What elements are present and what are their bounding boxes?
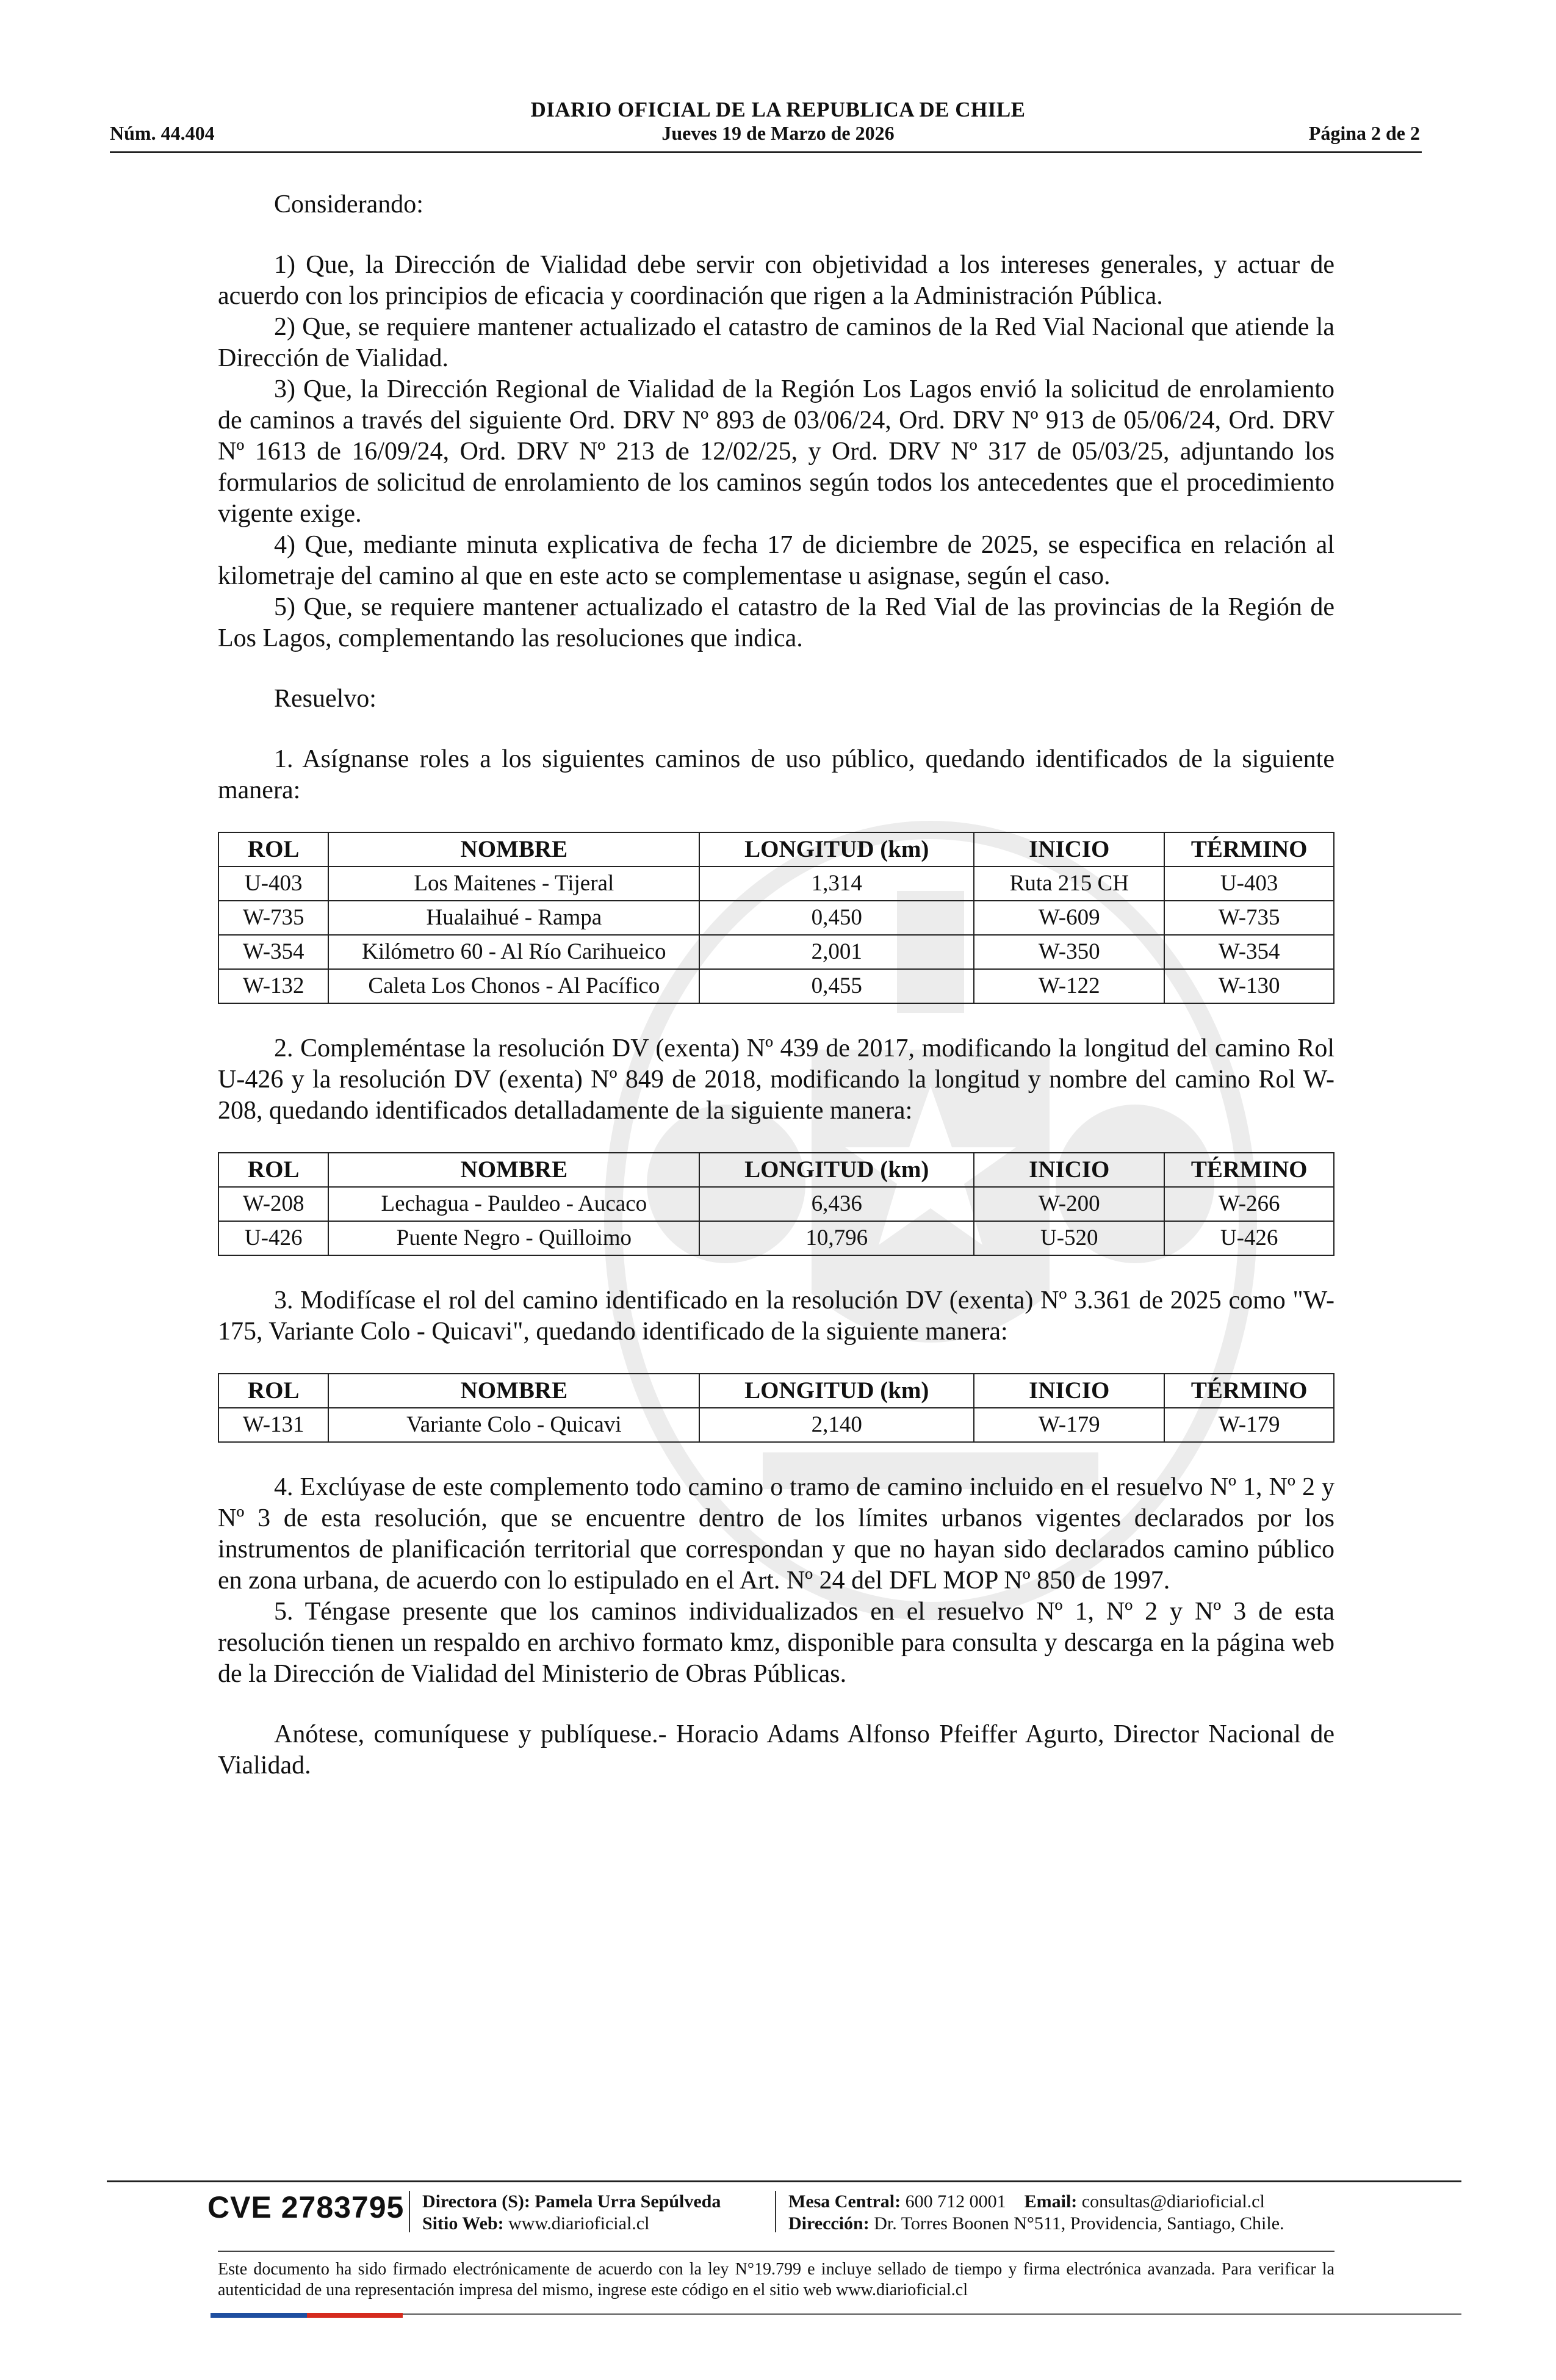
cell-longitud: 0,450: [699, 901, 974, 935]
cell-nombre: Lechagua - Pauldeo - Aucaco: [328, 1187, 699, 1221]
table-row: [218, 969, 1334, 1003]
sitio-label: Sitio Web:: [422, 2213, 504, 2234]
document-body: [218, 189, 1334, 1781]
considerando-heading: Considerando:: [274, 190, 423, 218]
cell-nombre: Puente Negro - Quilloimo: [328, 1221, 699, 1255]
flag-stripe-blue: [211, 2313, 307, 2318]
considerando-item-4: 4) Que, mediante minuta explicativa de fecha 17 de diciembre de 2025, se especifica en relación al kilometraje del camino al que en este acto se complementase u asignase, según el caso.: [218, 531, 1334, 590]
cell-rol: W-131: [218, 1408, 328, 1442]
col-longitud: LONGITUD (km): [699, 1374, 974, 1408]
roles-table-1: [218, 832, 1334, 1004]
footer-divider-top: [107, 2180, 1461, 2182]
cell-termino: W-266: [1164, 1187, 1334, 1221]
cell-rol: W-354: [218, 935, 328, 969]
table-header-row: [218, 1153, 1334, 1187]
table-row: [218, 1187, 1334, 1221]
cell-rol: W-208: [218, 1187, 328, 1221]
considerando-item-3: 3) Que, la Dirección Regional de Vialidad de la Región Los Lagos envió la solicitud de enrolamiento de caminos a través del siguiente Ord. DRV Nº 893 de 03/06/24, Ord. DRV Nº 913 de 05/06/24, Ord. DRV Nº 1613 de 16/09/24, Ord. DRV Nº 213 de 12/02/25, y Ord. DRV Nº 317 de 05/03/25, adjuntando los formularios de solicitud de enrolamiento de los caminos según todos los antecedentes que el procedimiento vigente exige.: [218, 375, 1334, 528]
table-row: [218, 1408, 1334, 1442]
cve-code: CVE 2783795: [207, 2190, 405, 2224]
cell-termino: W-130: [1164, 969, 1334, 1003]
considerando-item-1: 1) Que, la Dirección de Vialidad debe servir con objetividad a los intereses generales, y actuar de acuerdo con los principios de eficacia y coordinación que rigen a la Administración Pública.: [218, 251, 1334, 310]
resuelvo-item-4: 4. Exclúyase de este complemento todo camino o tramo de camino incluido en el resuelvo Nº 1, Nº 2 y Nº 3 de esta resolución, que se encuentre dentro de los límites urbanos vigentes declarados por los instrumentos de planificación territorial que correspondan y que no hayan sido declarados camino público en zona urbana, de acuerdo con lo estipulado en el Art. Nº 24 del DFL MOP Nº 850 de 1997.: [218, 1473, 1334, 1595]
cell-rol: U-426: [218, 1221, 328, 1255]
cell-rol: U-403: [218, 867, 328, 901]
cell-termino: U-426: [1164, 1221, 1334, 1255]
website-link[interactable]: www.diarioficial.cl: [508, 2213, 650, 2234]
cell-nombre: Caleta Los Chonos - Al Pacífico: [328, 969, 699, 1003]
cell-inicio: U-520: [974, 1221, 1164, 1255]
cell-longitud: 2,140: [699, 1408, 974, 1442]
table-row: [218, 935, 1334, 969]
issue-date: Jueves 19 de Marzo de 2026: [661, 122, 895, 144]
page-indicator: Página 2 de 2: [1308, 122, 1420, 144]
col-rol: ROL: [218, 1153, 328, 1187]
phone-number: 600 712 0001: [905, 2191, 1006, 2212]
mesa-label: Mesa Central:: [788, 2191, 901, 2212]
roles-table-2: [218, 1152, 1334, 1256]
col-nombre: NOMBRE: [328, 1374, 699, 1408]
col-inicio: INICIO: [974, 1153, 1164, 1187]
col-longitud: LONGITUD (km): [699, 1153, 974, 1187]
footer-divider-bottom: [403, 2313, 1461, 2315]
header-divider: [110, 151, 1422, 153]
directora-name: Pamela Urra Sepúlveda: [535, 2191, 721, 2212]
col-longitud: LONGITUD (km): [699, 832, 974, 867]
cell-inicio: W-200: [974, 1187, 1164, 1221]
table-row: [218, 1221, 1334, 1255]
col-termino: TÉRMINO: [1164, 1374, 1334, 1408]
issue-number: Núm. 44.404: [110, 122, 215, 144]
table-row: [218, 901, 1334, 935]
col-rol: ROL: [218, 832, 328, 867]
footer-separator: [775, 2191, 776, 2232]
cell-termino: W-735: [1164, 901, 1334, 935]
cell-inicio: W-122: [974, 969, 1164, 1003]
email-link[interactable]: consultas@diarioficial.cl: [1081, 2191, 1265, 2212]
footer-separator: [409, 2191, 410, 2232]
cell-longitud: 1,314: [699, 867, 974, 901]
address: Dr. Torres Boonen N°511, Providencia, Santiago, Chile.: [874, 2213, 1284, 2234]
directora-label: Directora (S):: [422, 2191, 530, 2212]
cell-inicio: W-350: [974, 935, 1164, 969]
footer-directora-block: [422, 2191, 721, 2235]
footer-divider-mid: [218, 2251, 1334, 2252]
resuelvo-item-3: 3. Modifícase el rol del camino identificado en la resolución DV (exenta) Nº 3.361 de 2025 como "W-175, Variante Colo - Quicavi", quedando identificado de la siguiente manera:: [218, 1286, 1334, 1346]
direccion-label: Dirección:: [788, 2213, 870, 2234]
cell-rol: W-132: [218, 969, 328, 1003]
cell-inicio: W-179: [974, 1408, 1164, 1442]
email-label: Email:: [1024, 2191, 1078, 2212]
considerando-item-2: 2) Que, se requiere mantener actualizado el catastro de caminos de la Red Vial Nacional que atiende la Dirección de Vialidad.: [218, 313, 1334, 372]
col-nombre: NOMBRE: [328, 832, 699, 867]
resuelvo-item-1: 1. Asígnanse roles a los siguientes caminos de uso público, quedando identificados de la siguiente manera:: [218, 745, 1334, 804]
flag-stripe-red: [307, 2313, 403, 2318]
cell-longitud: 6,436: [699, 1187, 974, 1221]
col-termino: TÉRMINO: [1164, 832, 1334, 867]
roles-table-3: [218, 1373, 1334, 1443]
cell-rol: W-735: [218, 901, 328, 935]
table-header-row: [218, 832, 1334, 867]
col-termino: TÉRMINO: [1164, 1153, 1334, 1187]
cell-termino: U-403: [1164, 867, 1334, 901]
cell-termino: W-179: [1164, 1408, 1334, 1442]
cell-longitud: 2,001: [699, 935, 974, 969]
electronic-signature-note: Este documento ha sido firmado electrónicamente de acuerdo con la ley N°19.799 e incluye sellado de tiempo y firma electrónica avanzada. Para verificar la autenticidad de una representación impresa del mismo, ingrese este código en el sitio web www.diarioficial.cl: [218, 2260, 1334, 2299]
cell-longitud: 0,455: [699, 969, 974, 1003]
footer-contact-block: [788, 2191, 1284, 2235]
cell-nombre: Variante Colo - Quicavi: [328, 1408, 699, 1442]
col-nombre: NOMBRE: [328, 1153, 699, 1187]
closing-signature: Anótese, comuníquese y publíquese.- Horacio Adams Alfonso Pfeiffer Agurto, Director Nacional de Vialidad.: [218, 1720, 1334, 1780]
cell-nombre: Hualaihué - Rampa: [328, 901, 699, 935]
newspaper-title: DIARIO OFICIAL DE LA REPUBLICA DE CHILE: [530, 98, 1026, 121]
col-inicio: INICIO: [974, 832, 1164, 867]
considerando-item-5: 5) Que, se requiere mantener actualizado el catastro de la Red Vial de las provincias de la Región de Los Lagos, complementando las resoluciones que indica.: [218, 593, 1334, 652]
cell-nombre: Kilómetro 60 - Al Río Carihueico: [328, 935, 699, 969]
cell-inicio: W-609: [974, 901, 1164, 935]
col-rol: ROL: [218, 1374, 328, 1408]
resuelvo-item-5: 5. Téngase presente que los caminos individualizados en el resuelvo Nº 1, Nº 2 y Nº 3 de esta resolución tienen un respaldo en archivo formato kmz, disponible para consulta y descarga en la página web de la Dirección de Vialidad del Ministerio de Obras Públicas.: [218, 1598, 1334, 1688]
cell-nombre: Los Maitenes - Tijeral: [328, 867, 699, 901]
cell-inicio: Ruta 215 CH: [974, 867, 1164, 901]
table-header-row: [218, 1374, 1334, 1408]
table-row: [218, 867, 1334, 901]
resuelvo-item-2: 2. Compleméntase la resolución DV (exenta) Nº 439 de 2017, modificando la longitud del camino Rol U-426 y la resolución DV (exenta) Nº 849 de 2018, modificando la longitud y nombre del camino Rol W-208, quedando identificados detalladamente de la siguiente manera:: [218, 1034, 1334, 1125]
cell-termino: W-354: [1164, 935, 1334, 969]
col-inicio: INICIO: [974, 1374, 1164, 1408]
resuelvo-heading: Resuelvo:: [274, 685, 376, 713]
cell-longitud: 10,796: [699, 1221, 974, 1255]
